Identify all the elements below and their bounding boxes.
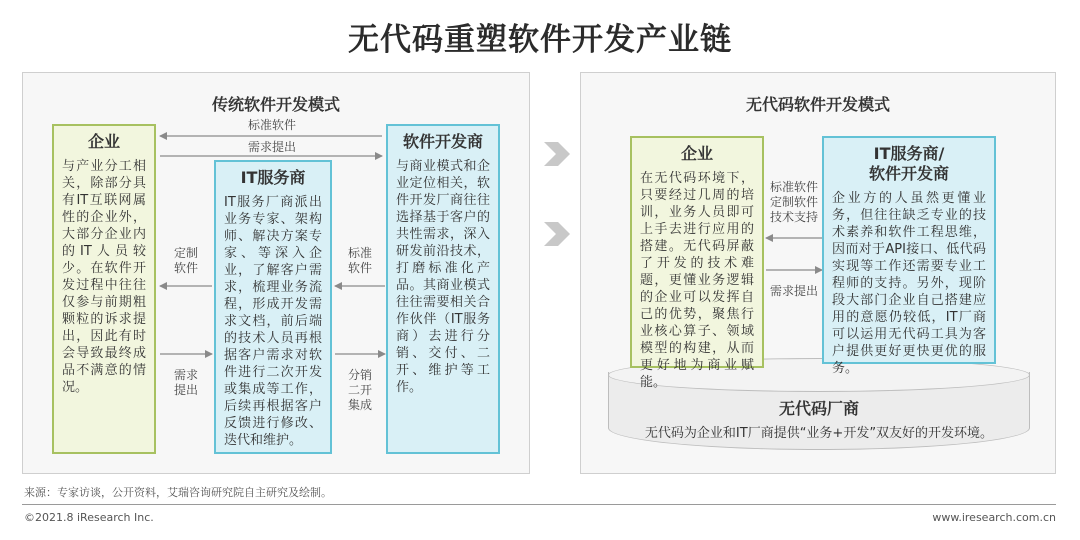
page-title: 无代码重塑软件开发产业链 (348, 22, 732, 58)
nocode-enterprise-title: 企业 (680, 144, 713, 163)
it-services-box (214, 160, 332, 454)
label-standard-software: 标准 软件 (347, 246, 372, 275)
enterprise-body: 与产业分工相关，除部分具有IT互联网属性的企业外，大部分企业内的IT人员较少。在软件开发过程中往往仅参与前期粗颗粒的诉求提出，因此有时会导致最终成品不满意的情况。 (62, 159, 146, 395)
enterprise-box (52, 124, 156, 454)
copyright: ©2021.8 iResearch Inc. (24, 511, 154, 524)
nocode-it-developer-body: 企业方的人虽然更懂业务，但往往缺乏专业的技术素养和软件工程思维，因而对于API接口、低代码实现等工作还需要专业工程师的支持。另外，现阶段大部门企业自己搭建应用的意愿仍较低，IT厂商可以运用无代码工具为客户提供更好更快更优的服务。 (832, 191, 986, 376)
label-standard-software-top: 标准软件 (247, 118, 296, 132)
chevron-right-icon (540, 140, 574, 260)
traditional-panel-title: 传统软件开发模式 (211, 95, 340, 114)
footer-divider (22, 504, 1056, 505)
label-custom-software: 定制 软件 (173, 246, 198, 275)
website: www.iresearch.com.cn (932, 511, 1056, 524)
nocode-enterprise-box (630, 136, 764, 390)
label-demand-right: 需求提出 (769, 284, 818, 298)
enterprise-title: 企业 (87, 132, 120, 151)
label-demand: 需求 提出 (173, 368, 198, 397)
it-services-title: IT服务商 (240, 168, 306, 187)
it-services-body: IT服务厂商派出业务专家、架构师、解决方案专家、等深入企业，了解客户需求，梳理业务流程，形成开发需求文档，前后端的技术人员再根据客户需求对软件进行二次开发或集成等工作，后续再根据客户反馈进行修改、迭代和维护。 (224, 195, 322, 448)
developer-title: 软件开发商 (402, 132, 483, 151)
nocode-enterprise-body: 在无代码环境下，只要经过几周的培训，业务人员即可上手去进行应用的搭建。无代码屏蔽了开发的技术难题，更懂业务逻辑的企业可以发挥自己的优势，聚焦行业核心算子、领域模型的构建，从而更好地为商业赋能。 (640, 171, 754, 390)
nocode-it-developer-box (822, 136, 996, 376)
vendor-body: 无代码为企业和IT厂商提供“业务+开发”双友好的开发环境。 (644, 426, 994, 441)
vendor-title: 无代码厂商 (778, 399, 859, 418)
label-support: 标准软件 定制软件 技术支持 (769, 180, 818, 224)
source-note: 来源：专家访谈，公开资料，艾瑞咨询研究院自主研究及绘制。 (24, 486, 332, 499)
nocode-it-developer-title: IT服务商/ 软件开发商 (868, 144, 949, 183)
label-demand-top: 需求提出 (247, 140, 296, 154)
nocode-panel-title: 无代码软件开发模式 (745, 95, 890, 114)
developer-body: 与商业模式和企业定位相关，软件开发厂商往往选择基于客户的共性需求，深入研发前沿技术，打磨标准化产品。其商业模式往往需要相关合作伙伴（IT服务商）去进行分销、交付、二开、维护等工作。 (396, 159, 490, 395)
label-distribution: 分销 二开 集成 (347, 368, 372, 412)
developer-box (386, 124, 500, 454)
